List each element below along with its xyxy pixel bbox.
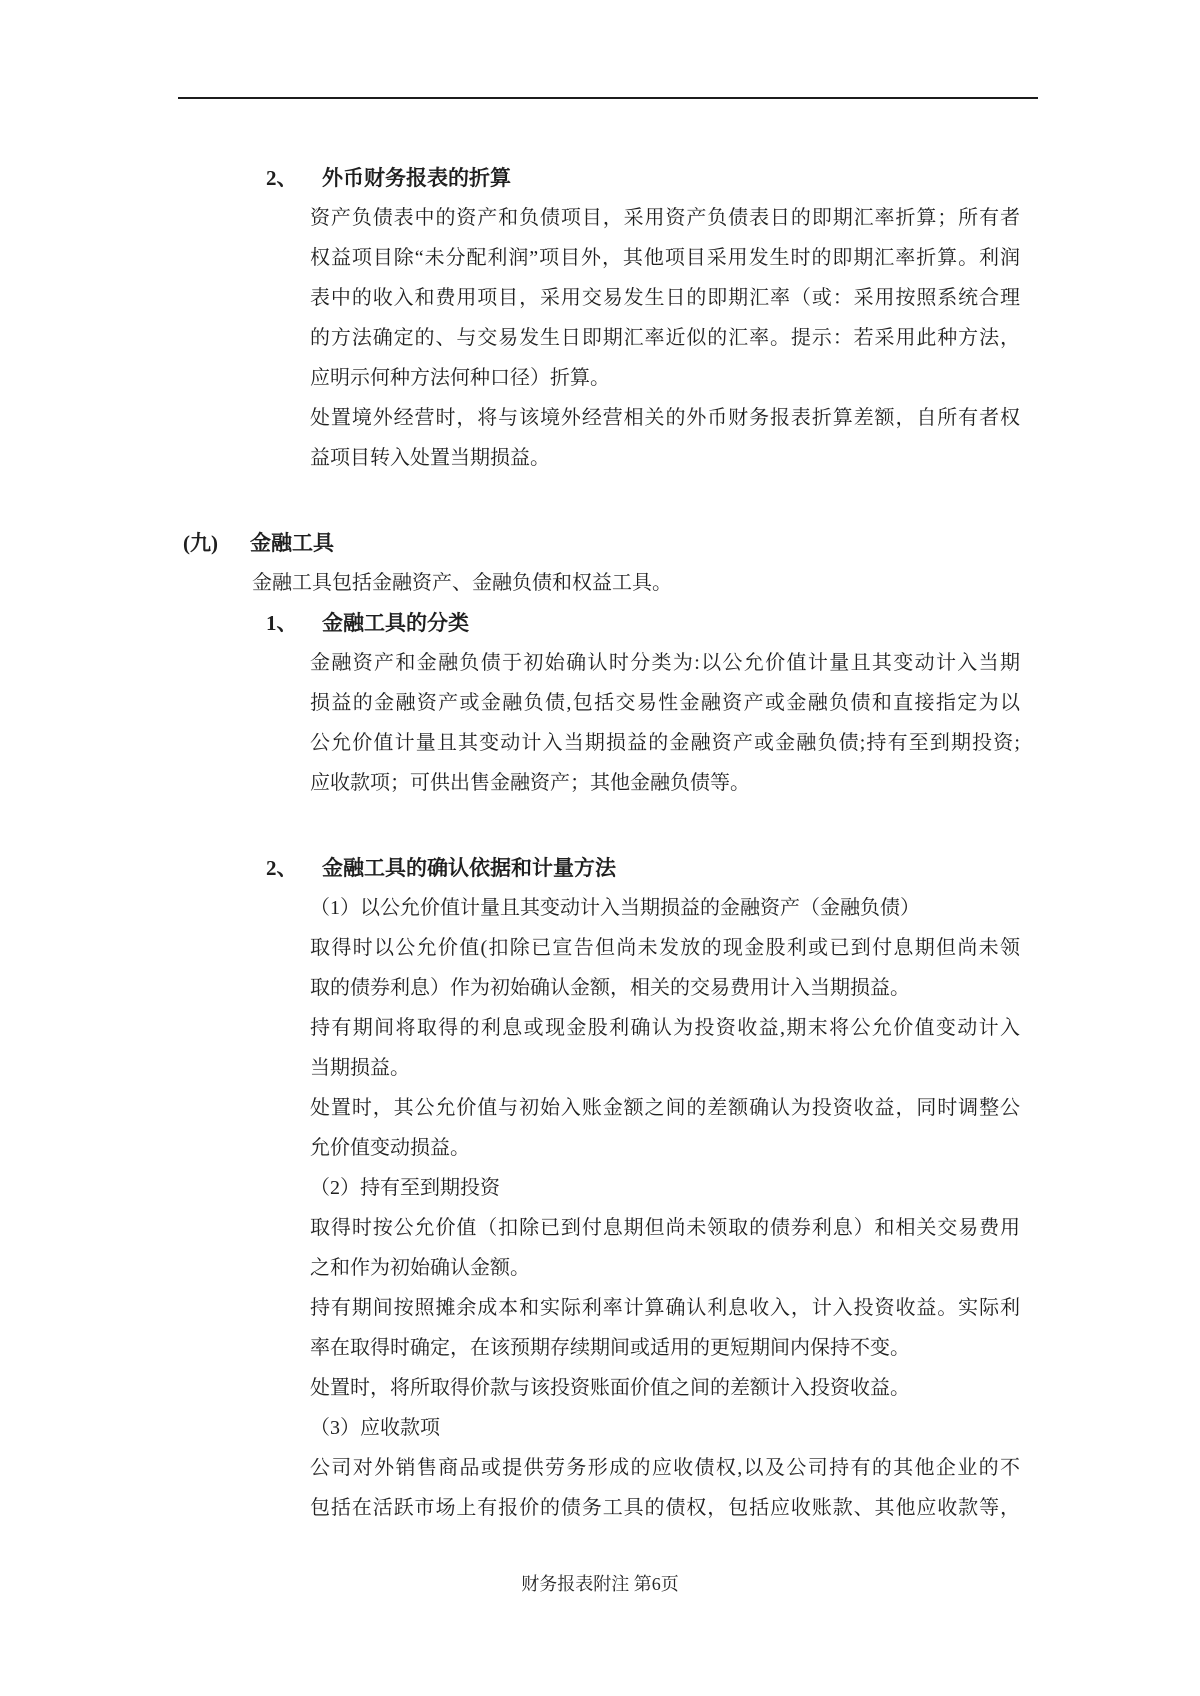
text-line: 资产负债表中的资产和负债项目，采用资产负债表日的即期汇率折算；所有者 xyxy=(310,207,1020,229)
paragraph xyxy=(310,1288,1020,1368)
text-line: 取的债券利息）作为初始确认金额，相关的交易费用计入当期损益。 xyxy=(310,977,910,999)
paragraph xyxy=(310,1008,1020,1088)
numbered-heading xyxy=(0,158,1200,198)
text-line: 当期损益。 xyxy=(310,1057,410,1079)
paragraph xyxy=(310,398,1020,478)
text-line: 应收款项；可供出售金融资产；其他金融负债等。 xyxy=(310,772,750,794)
text-line: 金融资产和金融负债于初始确认时分类为:以公允价值计量且其变动计入当期 xyxy=(310,652,1020,674)
text-line: 持有期间按照摊余成本和实际利率计算确认利息收入，计入投资收益。实际利 xyxy=(310,1297,1020,1319)
text-line: 持有期间将取得的利息或现金股利确认为投资收益,期末将公允价值变动计入 xyxy=(310,1017,1020,1039)
text-line: 公司对外销售商品或提供劳务形成的应收债权,以及公司持有的其他企业的不 xyxy=(310,1457,1020,1479)
numbered-heading xyxy=(0,603,1200,643)
text-line: 处置时，其公允价值与初始入账金额之间的差额确认为投资收益，同时调整公 xyxy=(310,1097,1020,1119)
text-line: 权益项目除“未分配利润”项目外，其他项目采用发生时的即期汇率折算。利润 xyxy=(310,247,1020,269)
paragraph xyxy=(310,928,1020,1008)
text-line: 包括在活跃市场上有报价的债务工具的债权，包括应收账款、其他应收款等， xyxy=(310,1497,1020,1519)
heading-title: 金融工具的分类 xyxy=(322,611,469,635)
paragraph xyxy=(310,1408,1020,1448)
text-line: （3）应收款项 xyxy=(310,1417,440,1439)
text-line: 金融工具包括金融资产、金融负债和权益工具。 xyxy=(252,572,672,594)
section-heading xyxy=(0,523,1200,563)
text-line: 损益的金融资产或金融负债,包括交易性金融资产或金融负债和直接指定为以 xyxy=(310,692,1020,714)
heading-title: 金融工具的确认依据和计量方法 xyxy=(322,856,616,880)
paragraph xyxy=(310,1208,1020,1288)
text-line: 取得时按公允价值（扣除已到付息期但尚未领取的债券利息）和相关交易费用 xyxy=(310,1217,1020,1239)
heading-number: 1、 xyxy=(266,611,298,635)
vertical-gap xyxy=(0,478,1200,523)
text-line: 应明示何种方法何种口径）折算。 xyxy=(310,367,610,389)
paragraph xyxy=(310,888,1020,928)
text-line: 率在取得时确定，在该预期存续期间或适用的更短期间内保持不变。 xyxy=(310,1337,910,1359)
text-line: 处置境外经营时，将与该境外经营相关的外币财务报表折算差额，自所有者权 xyxy=(310,407,1020,429)
paragraph xyxy=(310,198,1020,398)
text-line: （1）以公允价值计量且其变动计入当期损益的金融资产（金融负债） xyxy=(310,897,920,919)
paragraph xyxy=(310,1088,1020,1168)
text-line: 公允价值计量且其变动计入当期损益的金融资产或金融负债;持有至到期投资; xyxy=(310,732,1020,754)
section-number: (九) xyxy=(183,531,218,555)
text-line: 允价值变动损益。 xyxy=(310,1137,470,1159)
paragraph xyxy=(310,643,1020,803)
numbered-heading xyxy=(0,848,1200,888)
heading-number: 2、 xyxy=(266,856,298,880)
text-line: 表中的收入和费用项目，采用交易发生日的即期汇率（或：采用按照系统合理 xyxy=(310,287,1020,309)
paragraph xyxy=(310,1368,1020,1408)
paragraph xyxy=(310,1168,1020,1208)
heading-title: 金融工具 xyxy=(250,531,334,555)
vertical-gap xyxy=(0,803,1200,848)
paragraph xyxy=(252,563,1032,603)
document-content xyxy=(0,158,1200,1528)
page-footer: 财务报表附注 第6页 xyxy=(521,1574,679,1594)
heading-number: 2、 xyxy=(266,166,298,190)
text-line: 之和作为初始确认金额。 xyxy=(310,1257,530,1279)
paragraph xyxy=(310,1448,1020,1528)
text-line: 的方法确定的、与交易发生日即期汇率近似的汇率。提示：若采用此种方法， xyxy=(310,327,1020,349)
text-line: （2）持有至到期投资 xyxy=(310,1177,500,1199)
heading-title: 外币财务报表的折算 xyxy=(322,166,511,190)
text-line: 处置时，将所取得价款与该投资账面价值之间的差额计入投资收益。 xyxy=(310,1377,910,1399)
text-line: 益项目转入处置当期损益。 xyxy=(310,447,550,469)
header-divider xyxy=(178,97,1038,99)
text-line: 取得时以公允价值(扣除已宣告但尚未发放的现金股利或已到付息期但尚未领 xyxy=(310,937,1020,959)
